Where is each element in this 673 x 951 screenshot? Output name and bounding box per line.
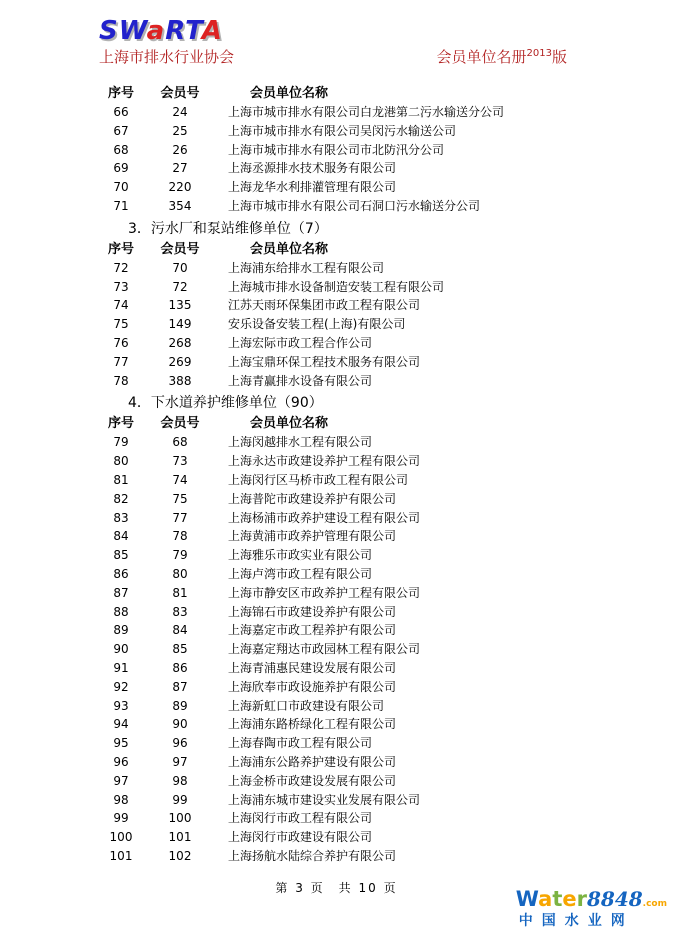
table-row (96, 828, 673, 847)
cell-no: 93 (113, 698, 129, 713)
cell-name: 安乐设备安装工程(上海)有限公司 (228, 317, 406, 332)
cell-no: 88 (113, 604, 129, 619)
table-header-row (96, 240, 673, 259)
water-letter: e (562, 887, 577, 911)
table-row (96, 584, 673, 603)
table-row (96, 178, 673, 197)
cell-member-no: 135 (168, 298, 192, 313)
cell-member-no: 100 (168, 811, 192, 826)
col-header-name: 会员单位名称 (250, 416, 329, 432)
booklet-year: 2013 (526, 48, 552, 59)
cell-member-no: 24 (172, 105, 188, 119)
cell-no: 96 (113, 754, 129, 769)
section-heading: 3．污水厂和泵站维修单位（7） (128, 220, 328, 237)
cell-member-no: 86 (172, 660, 188, 675)
cell-no: 90 (113, 642, 129, 657)
cell-no: 69 (113, 161, 129, 176)
cell-member-no: 101 (168, 830, 192, 845)
cell-member-no: 72 (172, 279, 188, 294)
cell-name: 上海锦石市政建设养护有限公司 (228, 604, 397, 619)
cell-name: 上海市城市排水有限公司吴闵污水输送公司 (228, 123, 457, 138)
table-row (96, 490, 673, 509)
cell-name: 上海永达市政建设养护工程有限公司 (228, 454, 421, 469)
header-line (99, 46, 567, 68)
cell-name: 上海龙华水利排灌管理有限公司 (228, 180, 397, 195)
table-row (96, 315, 673, 334)
table-row (96, 621, 673, 640)
cell-name: 上海市城市排水有限公司石洞口污水输送分公司 (228, 198, 481, 213)
cell-name: 上海欣奉市政设施养护有限公司 (228, 679, 397, 694)
water-letter: r (576, 887, 587, 911)
cell-member-no: 102 (168, 848, 192, 863)
cell-no: 71 (113, 198, 129, 213)
table-row (96, 753, 673, 772)
cell-name: 上海春陶市政工程有限公司 (228, 736, 373, 751)
table-row (96, 471, 673, 490)
cell-no: 83 (113, 510, 129, 525)
cell-name: 江苏天雨环保集团市政工程有限公司 (228, 298, 421, 313)
table-row (96, 296, 673, 315)
cell-no: 95 (113, 736, 129, 751)
cell-no: 85 (113, 548, 129, 563)
logo-letter: R (165, 16, 186, 46)
cell-name: 上海市城市排水有限公司白龙港第二污水输送分公司 (228, 105, 505, 119)
swarta-logo (99, 16, 673, 46)
cell-no: 72 (113, 260, 129, 275)
cell-name: 上海浦东公路养护建设有限公司 (228, 754, 397, 769)
cell-member-no: 269 (168, 354, 192, 369)
cell-name: 上海闵越排水工程有限公司 (228, 435, 373, 450)
cell-name: 上海城市排水设备制造安装工程有限公司 (228, 279, 445, 294)
col-header-name: 会员单位名称 (250, 86, 329, 101)
page-header (0, 0, 673, 68)
cell-member-no: 81 (172, 585, 188, 600)
cell-no: 81 (113, 472, 129, 487)
cell-name: 上海金桥市政建设发展有限公司 (228, 773, 397, 788)
table-row (96, 278, 673, 297)
table-row (96, 334, 673, 353)
section-heading: 4．下水道养护维修单位（90） (128, 395, 323, 412)
cell-member-no: 27 (172, 161, 188, 176)
logo-letter: A (201, 16, 223, 46)
cell-member-no: 220 (168, 180, 192, 195)
cell-name: 上海嘉定市政工程养护有限公司 (228, 623, 397, 638)
cell-no: 97 (113, 773, 129, 788)
cell-no: 80 (113, 454, 129, 469)
page-indicator: 第 3 页 共 10 页 (275, 881, 398, 895)
cell-no: 75 (113, 317, 129, 332)
water-letter: t (552, 887, 563, 911)
table-row (96, 715, 673, 734)
org-name: 上海市排水行业协会 (99, 48, 235, 66)
cell-name: 上海新虹口市政建设有限公司 (228, 698, 385, 713)
table-header-row (96, 414, 673, 433)
cell-no: 87 (113, 585, 129, 600)
cell-name: 上海市城市排水有限公司市北防汛分公司 (228, 142, 445, 157)
table-row (96, 353, 673, 372)
cell-name: 上海闵行市政建设有限公司 (228, 830, 373, 845)
table-row (96, 678, 673, 697)
cell-no: 98 (113, 792, 129, 807)
cell-member-no: 73 (172, 454, 188, 469)
member-table (96, 84, 673, 866)
cell-member-no: 26 (172, 142, 188, 157)
table-row (96, 659, 673, 678)
table-row (96, 259, 673, 278)
booklet-suffix: 版 (551, 48, 567, 66)
cell-name: 上海宏际市政工程合作公司 (228, 335, 373, 350)
cell-no: 67 (113, 123, 129, 138)
cell-name: 上海雅乐市政实业有限公司 (228, 548, 373, 563)
cell-name: 上海闵行市政工程有限公司 (228, 811, 373, 826)
logo-letter: a (146, 16, 166, 46)
cell-name: 上海闵行区马桥市政工程有限公司 (228, 472, 409, 487)
cell-no: 82 (113, 491, 129, 506)
cell-name: 上海市静安区市政养护工程有限公司 (228, 585, 421, 600)
cell-name: 上海浦东路桥绿化工程有限公司 (228, 717, 397, 732)
cell-name: 上海浦东给排水工程有限公司 (228, 260, 385, 275)
cell-no: 91 (113, 660, 129, 675)
cell-member-no: 75 (172, 491, 188, 506)
cell-no: 68 (113, 142, 129, 157)
table-row (96, 697, 673, 716)
table-row (96, 772, 673, 791)
cell-no: 86 (113, 566, 129, 581)
booklet-title (437, 43, 567, 68)
cell-member-no: 97 (172, 754, 188, 769)
cell-name: 上海杨浦市政养护建设工程有限公司 (228, 510, 421, 525)
col-header-member-no: 会员号 (160, 86, 200, 101)
table-row (96, 452, 673, 471)
table-row (96, 509, 673, 528)
cell-member-no: 89 (172, 698, 188, 713)
cell-member-no: 85 (172, 642, 188, 657)
cell-no: 74 (113, 298, 129, 313)
cell-no: 78 (113, 373, 129, 388)
cell-member-no: 79 (172, 548, 188, 563)
col-header-no: 序号 (107, 416, 134, 432)
table-row (96, 640, 673, 659)
cell-no: 92 (113, 679, 129, 694)
table-row (96, 103, 673, 122)
col-header-member-no: 会员号 (160, 241, 200, 257)
cell-member-no: 74 (172, 472, 188, 487)
logo-letter: S (99, 16, 119, 46)
col-header-name: 会员单位名称 (250, 241, 329, 257)
water8848-wordmark (516, 889, 667, 910)
cell-member-no: 87 (172, 679, 188, 694)
logo-letter: T (185, 16, 202, 46)
table-row (96, 603, 673, 622)
cell-name: 上海扬航水陆综合养护有限公司 (228, 848, 397, 863)
water8848-cn-name: 中国水业网 (518, 913, 634, 929)
cell-no: 76 (113, 335, 129, 350)
cell-member-no: 84 (172, 623, 188, 638)
cell-no: 94 (113, 717, 129, 732)
cell-member-no: 77 (172, 510, 188, 525)
cell-name: 上海宝鼎环保工程技术服务有限公司 (228, 354, 421, 369)
col-header-member-no: 会员号 (160, 416, 200, 432)
cell-name: 上海青浦惠民建设发展有限公司 (228, 660, 397, 675)
cell-name: 上海黄浦市政养护管理有限公司 (228, 529, 397, 544)
cell-member-no: 80 (172, 566, 188, 581)
cell-member-no: 149 (168, 317, 192, 332)
water-letter: W (515, 887, 539, 911)
cell-no: 84 (113, 529, 129, 544)
cell-no: 77 (113, 354, 129, 369)
cell-member-no: 83 (172, 604, 188, 619)
water-letter: a (538, 887, 553, 911)
cell-member-no: 68 (172, 435, 188, 450)
cell-no: 99 (113, 811, 129, 826)
cell-no: 79 (113, 435, 129, 450)
table-row (96, 809, 673, 828)
cell-no: 101 (109, 848, 133, 863)
cell-member-no: 268 (168, 335, 192, 350)
cell-name: 上海普陀市政建设养护有限公司 (228, 491, 397, 506)
cell-no: 89 (113, 623, 129, 638)
table-row (96, 546, 673, 565)
cell-member-no: 96 (172, 736, 188, 751)
cell-name: 上海丞源排水技术服务有限公司 (228, 161, 397, 176)
cell-name: 上海浦东城市建设实业发展有限公司 (228, 792, 421, 807)
cell-name: 上海卢湾市政工程有限公司 (228, 566, 373, 581)
cell-no: 100 (109, 830, 133, 845)
table-row (96, 197, 673, 216)
table-row (96, 159, 673, 178)
cell-no: 70 (113, 180, 129, 195)
cell-member-no: 25 (172, 123, 188, 138)
logo-letter: W (118, 16, 147, 46)
cell-member-no: 99 (172, 792, 188, 807)
cell-member-no: 78 (172, 529, 188, 544)
table-row (96, 847, 673, 866)
table-row (96, 565, 673, 584)
cell-member-no: 388 (168, 373, 192, 388)
cell-member-no: 70 (172, 260, 188, 275)
cell-no: 66 (113, 105, 129, 119)
cell-member-no: 354 (168, 198, 192, 213)
water-brand-letters (515, 887, 587, 911)
table-row (96, 372, 673, 391)
water8848-number: 8848 (587, 887, 643, 911)
cell-member-no: 90 (172, 717, 188, 732)
cell-member-no: 98 (172, 773, 188, 788)
water8848-domain-suffix: .com (642, 899, 667, 909)
table-header-row (96, 84, 673, 103)
table-row (96, 141, 673, 160)
water8848-logo (516, 889, 667, 928)
cell-no: 73 (113, 279, 129, 294)
cell-name: 上海嘉定翔达市政园林工程有限公司 (228, 642, 421, 657)
table-row (96, 791, 673, 810)
table-row (96, 122, 673, 141)
table-row (96, 734, 673, 753)
table-row (96, 433, 673, 452)
col-header-no: 序号 (107, 86, 134, 101)
cell-name: 上海青赢排水设备有限公司 (228, 373, 373, 388)
col-header-no: 序号 (107, 241, 134, 257)
table-row (96, 527, 673, 546)
booklet-title-text: 会员单位名册 (436, 48, 527, 66)
